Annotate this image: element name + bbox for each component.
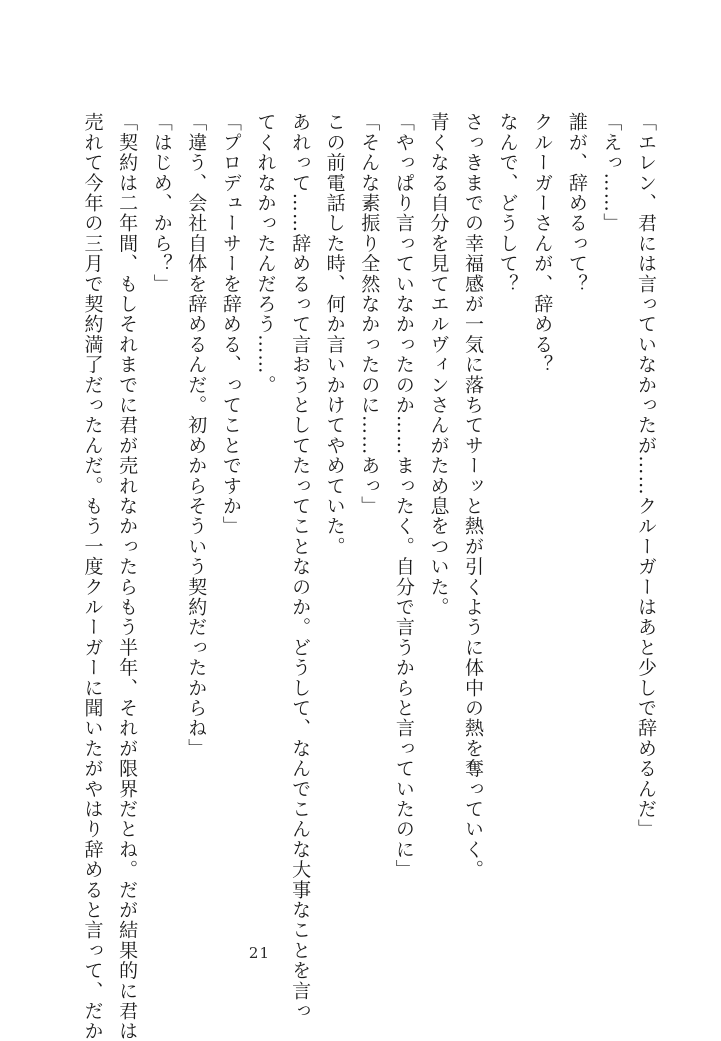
text-line: クルーガーさんが、辞める？ [531, 112, 554, 375]
text-line: 「やっぱり言っていなかったのか……まったく。自分で言うからと言っていたのに」 [392, 112, 415, 880]
text-line: 誰が、辞めるって？ [565, 112, 588, 294]
text-line: 「そんな素振り全然なかったのに……あっ」 [358, 112, 381, 516]
text-line: さっきまでの幸福感が一気に落ちてサーッと熱が引くように体中の熱を奪っていく。 [462, 112, 485, 880]
text-line: 「えっ……」 [600, 112, 623, 234]
text-line: てくれなかったんだろう……。 [254, 112, 277, 395]
text-line: この前電話した時、何か言いかけてやめていた。 [323, 112, 346, 557]
text-line: なんで、どうして？ [496, 112, 519, 294]
page-number: 21 [248, 944, 270, 962]
text-line: 青くなる自分を見てエルヴィンさんがため息をついた。 [427, 112, 450, 617]
text-line: あれって……辞めるって言おうとしてたってことなのか。どうして、なんでこんな大事なことを言っ [289, 112, 312, 1021]
text-line: 「契約は二年間、もしそれまでに君が売れなかったらもう半年、それが限界だとね。だが結果的に君は [116, 112, 139, 1041]
text-line: 「違う、会社自体を辞めるんだ。初めからそういう契約だったからね」 [185, 112, 208, 759]
text-line: 「プロデューサーを辞める、ってことですか」 [219, 112, 242, 537]
text-line: 「エレン、君には言っていなかったが……クルーガーはあと少しで辞めるんだ」 [635, 112, 657, 840]
text-line: 売れて今年の三月で契約満了だったんだ。もう一度クルーガーに聞いたがやはり辞めると言って、だか [81, 112, 104, 1041]
text-line: 「はじめ、から？」 [150, 112, 173, 294]
